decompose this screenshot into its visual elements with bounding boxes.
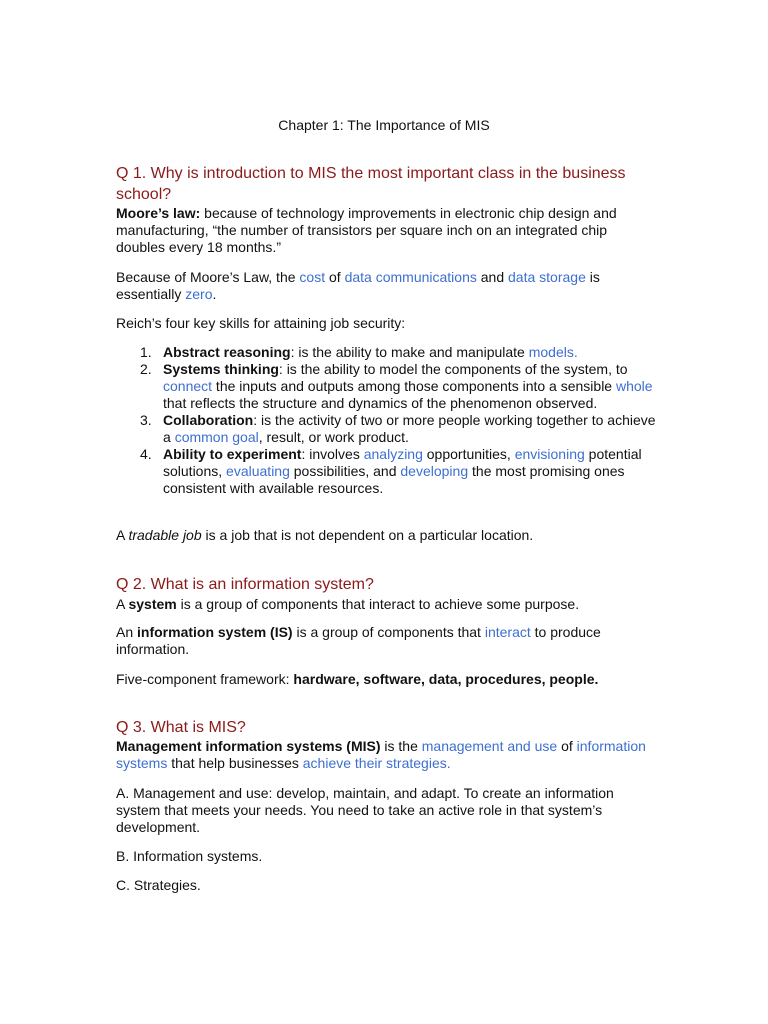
text-run: and: [476, 269, 509, 285]
text-run: the most promising ones consistent with available resources.: [163, 463, 625, 496]
highlight-developing: developing: [400, 463, 469, 479]
text-run: opportunities,: [422, 446, 515, 462]
text-run: : is the activity of two or more people working together to achieve a: [163, 412, 656, 445]
text-run: : is the ability to model the components of the system, to: [278, 361, 628, 377]
text-run: , result, or work product.: [258, 429, 409, 445]
list-number: 1.: [140, 344, 152, 360]
q1-heading: Q 1. Why is introduction to MIS the most important class in the business school?: [116, 165, 626, 203]
highlight-models: models.: [528, 344, 578, 360]
highlight-evaluating: evaluating: [226, 463, 290, 479]
text-run: : is the ability to make and manipulate: [290, 344, 529, 360]
text-run: is a group of components that: [292, 624, 485, 640]
system-term: system: [128, 596, 177, 612]
highlight-cost: cost: [299, 269, 326, 285]
text-run: A: [116, 527, 129, 543]
highlight-achieve-strategies: achieve their strategies.: [302, 755, 451, 771]
highlight-envisioning: envisioning: [514, 446, 585, 462]
q3-heading: Q 3. What is MIS?: [116, 719, 246, 736]
mis-definition: [116, 738, 656, 772]
text-run: An: [116, 624, 138, 640]
text-run: is essentially: [116, 269, 600, 302]
moores-law-term: Moore’s law:: [116, 205, 201, 221]
text-run: that reflects the structure and dynamics of the phenomenon observed.: [163, 395, 598, 411]
q2-heading: Q 2. What is an information system?: [116, 576, 374, 593]
management-and-use-paragraph: A. Management and use: develop, maintain, and adapt. To create an information system that meets your needs. You need to take an active role in that system’s development.: [116, 785, 614, 835]
list-number: 2.: [140, 361, 152, 377]
text-run: : involves: [301, 446, 364, 462]
text-run: potential solutions,: [163, 446, 642, 479]
highlight-zero: zero: [185, 286, 213, 302]
text-run: is the: [380, 738, 422, 754]
text-run: of: [557, 738, 577, 754]
five-component-framework: [116, 671, 656, 688]
highlight-management-and-use: management and use: [421, 738, 558, 754]
tradable-job-paragraph: [116, 527, 656, 544]
skill-term: Abstract reasoning: [163, 344, 291, 360]
reich-intro: Reich’s four key skills for attaining job security:: [116, 315, 406, 331]
strategies-paragraph: C. Strategies.: [116, 877, 201, 893]
highlight-whole: whole: [615, 378, 653, 394]
text-run: .: [212, 286, 217, 302]
skill-term: Systems thinking: [163, 361, 279, 377]
highlight-common-goal: common goal: [174, 429, 259, 445]
system-definition: [116, 596, 656, 613]
information-system-definition: [116, 624, 656, 658]
text-run: Because of Moore’s Law, the: [116, 269, 300, 285]
highlight-data-storage: data storage: [508, 269, 586, 285]
skill-term: Collaboration: [163, 412, 254, 428]
highlight-interact: interact: [484, 624, 531, 640]
list-number: 4.: [140, 446, 152, 462]
highlight-connect: connect: [163, 378, 213, 394]
skills-list: [130, 344, 660, 497]
highlight-data-communications: data communications: [344, 269, 477, 285]
text-run: possibilities, and: [289, 463, 401, 479]
text-run: that help businesses: [167, 755, 303, 771]
information-systems-paragraph: B. Information systems.: [116, 848, 263, 864]
skill-term: Ability to experiment: [163, 446, 302, 462]
text-run: of: [325, 269, 345, 285]
text-run: A: [116, 596, 129, 612]
chapter-title: Chapter 1: The Importance of MIS: [278, 117, 490, 133]
mis-term: Management information systems (MIS): [116, 738, 381, 754]
five-components-term: hardware, software, data, procedures, people.: [293, 671, 599, 687]
moores-law-paragraph: [116, 205, 656, 256]
information-system-term: information system (IS): [137, 624, 293, 640]
list-item: [130, 446, 660, 497]
moores-law-consequence-paragraph: [116, 269, 656, 303]
highlight-analyzing: analyzing: [363, 446, 423, 462]
highlight-information-systems: information systems: [116, 738, 646, 771]
list-item: [130, 412, 660, 446]
list-number: 3.: [140, 412, 152, 428]
text-run: to produce information.: [116, 624, 601, 657]
tradable-job-term: tradable job: [128, 527, 202, 543]
list-item: [130, 361, 660, 412]
moores-law-text: because of technology improvements in electronic chip design and manufacturing, “the number of transistors per square inch on an integrated chip doubles every 18 months.”: [116, 205, 617, 255]
text-run: Five-component framework:: [116, 671, 294, 687]
text-run: is a job that is not dependent on a particular location.: [201, 527, 534, 543]
text-run: is a group of components that interact to achieve some purpose.: [176, 596, 580, 612]
list-item: [130, 344, 660, 361]
text-run: the inputs and outputs among those components into a sensible: [212, 378, 616, 394]
